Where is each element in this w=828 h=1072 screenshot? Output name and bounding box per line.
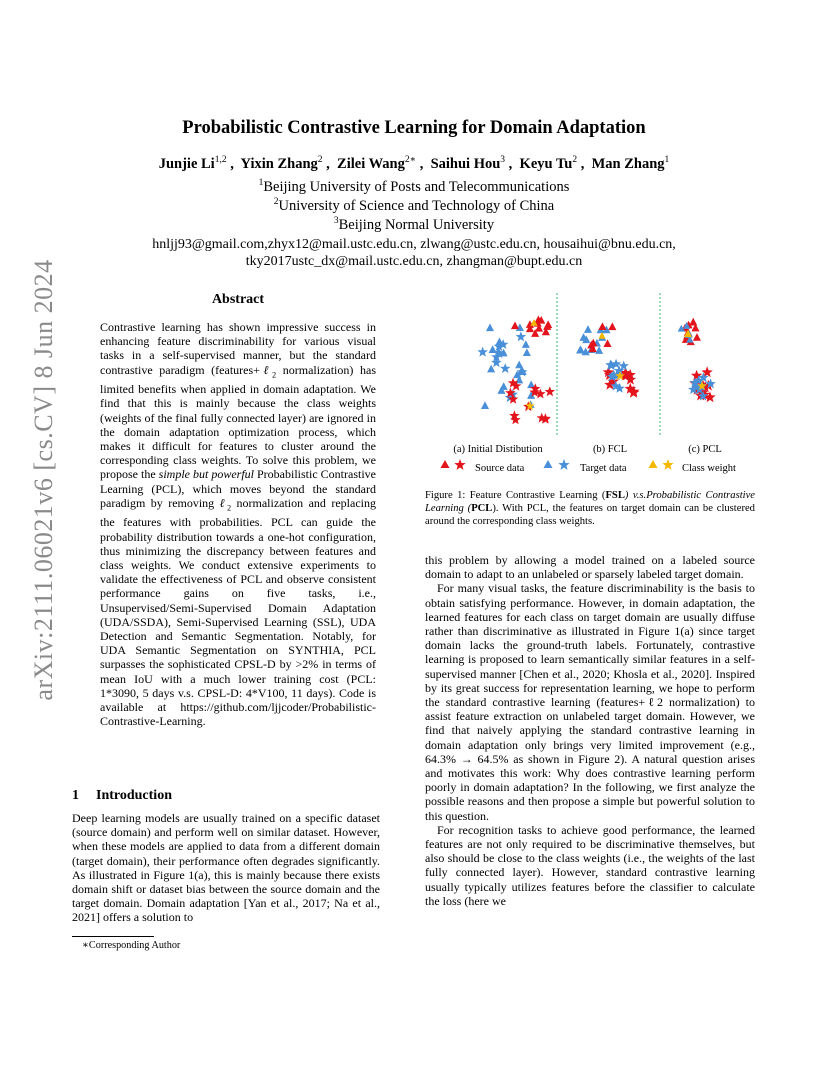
target-point <box>486 324 494 332</box>
legend-marker <box>544 460 553 468</box>
target-point <box>584 325 592 333</box>
section-heading: 1 Introduction <box>72 788 172 803</box>
legend-marker <box>441 460 450 468</box>
target-point <box>522 340 530 348</box>
author: Yixin Zhang$^2$ <box>240 155 323 172</box>
body-paragraph: For many visual tasks, the feature discriminability is the basis to obtain satisfying performance. However, in domain adaptation, the learned features for each class on target domain are usually diffuse rather than discriminative as illustrated in Figure 1(a) since target domain lacks the ground-truth labels. Fortunately, contrastive learning is proposed to learn semantically similar features in a self-supervised manner [Chen et al., 2020; Khosla et al., 2020]. Inspired by its great success for representation learning, we hope to perform the standard contrastive learning (features+ℓ2 normalization) to assist feature extraction on unlabeled target domain. However, we find that naively applying the standard contrastive learning in domain adaptation only brings very limited improvement (e.g., 64.3% → 64.5% as shown in Figure 2). A natural question arises and motivates this work: Why does contrastive learning perform poorly in domain adaptation? In the following, we first analyze the possible reasons and then propose a simple but powerful solution to this question. <box>425 581 755 823</box>
source-point <box>608 322 616 330</box>
legend-label: Source data <box>475 463 525 474</box>
footnote-rule <box>72 936 154 937</box>
author: Keyu Tu$^2$ <box>519 155 578 172</box>
target-point <box>491 357 501 367</box>
subfigure-label: (b) FCL <box>592 444 628 455</box>
author: Man Zhang$^1$ <box>591 155 670 172</box>
footnote: ∗Corresponding Author <box>82 940 181 951</box>
target-point <box>516 331 526 341</box>
figure-caption: Figure 1: Feature Contrastive Learning (FSL) v.s.Probabilistic Contrastive Learning (PCL). With PCL, the features on target domain can be clustered around the corresponding class weights. <box>425 490 755 528</box>
arxiv-identifier <box>24 259 64 701</box>
author: Saihui Hou$^3$ <box>430 155 506 172</box>
target-point <box>523 348 531 356</box>
legend-marker <box>454 459 465 470</box>
affiliation: $^3$Beijing Normal University <box>333 216 495 233</box>
body-paragraph: this problem by allowing a model trained on a labeled source domain to adapt to an unlabeled or sparsely labeled target domain. <box>425 553 755 582</box>
author: Junjie Li$^{1,2}$ <box>158 155 227 172</box>
legend-marker <box>558 459 569 470</box>
target-point <box>477 347 488 357</box>
abstract-body: Contrastive learning has shown impressive success in enhancing feature discriminability for various visual tasks in a self-supervised manner, but the standard contrastive paradigm (features+ℓ$_2$ normalization) has limited benefits when applied in domain adaptation. We find that this is mainly because the class weights (weights of the final fully connected layer) are ignored in the domain adaptation optimization process, which makes it difficult for features to cluster around the corresponding class weights. To solve this problem, we propose the simple but powerful Probabilistic Contrastive Learning (PCL), which moves beyond the standard paradigm by removing ℓ$_2$ normalization and replacing the features with probabilities. PCL can guide the probability distribution towards a one-hot configuration, thus minimizing the discrepancy between features and class weights. We conduct extensive experiments to validate the effectiveness of PCL and observe consistent performance gains on five tasks, i.e., Unsupervised/Semi-Supervised Domain Adaptation (UDA/SSDA), Semi-Supervised Learning (SSL), UDA Detection and Semantic Segmentation. Notably, for UDA Semantic Segmentation on SYNTHIA, PCL surpasses the sophisticated CPSL-D by >2% in terms of mean IoU with a much lower training cost (PCL: 1*3090, 5 days v.s. CPSL-D: 4*V100, 11 days). Code is available at https://github.com/ljjcoder/Probabilistic-Contrastive-Learning. <box>100 320 376 729</box>
affiliation: $^2$University of Science and Technology of China <box>273 197 555 214</box>
paper-title: Probabilistic Contrastive Learning for Domain Adaptation <box>182 118 646 138</box>
intro-paragraph: Deep learning models are usually trained on a specific dataset (source domain) and perform well on similar dataset. However, when these models are applied to data from a different domain (target domain), their performance often degrades significantly. As illustrated in Figure 1(a), this is mainly because there exists domain shift or dataset bias between the source domain and the target domain. Domain adaptation [Yan et al., 2017; Na et al., 2021] offers a solution to <box>72 811 380 925</box>
author-emails: hnljj93@gmail.com,zhyx12@mail.ustc.edu.cn, zlwang@ustc.edu.cn, housaihui@bnu.edu.cn, tky2017ustc_dx@mail.ustc.edu.cn, zhangman@bupt.edu.cn <box>152 237 676 269</box>
author: Zilei Wang$^{2∗}$ <box>337 155 417 172</box>
source-point <box>693 333 701 341</box>
abstract-heading: Abstract <box>211 292 265 307</box>
legend-label: Class weight <box>682 463 736 474</box>
right-column <box>425 553 755 908</box>
source-point <box>598 322 606 330</box>
affiliation: $^1$Beijing University of Posts and Telecommunications <box>258 178 570 195</box>
subfigure-label: (a) Initial Distibution <box>453 444 543 455</box>
target-point <box>500 382 508 390</box>
author-list: Junjie Li$^{1,2}$ , Yixin Zhang$^2$ , Zilei Wang$^{2∗}$ , Saihui Hou$^3$ , Keyu Tu$^2$ , Man Zhang$^1$ <box>158 155 670 172</box>
target-point <box>500 363 511 373</box>
source-point <box>545 386 556 396</box>
arxiv-id-text: arXiv:2111.06021v6 [cs.CV] 8 Jun 2024 <box>29 259 58 701</box>
legend-label: Target data <box>580 463 627 474</box>
subfigure-label: (c) PCL <box>688 444 722 455</box>
figure-1 <box>430 288 760 478</box>
source-point <box>544 320 552 328</box>
source-point <box>511 322 519 330</box>
target-point <box>595 346 603 354</box>
target-point <box>481 401 489 409</box>
legend-marker <box>662 459 673 470</box>
legend-marker <box>649 460 658 468</box>
body-paragraph: For recognition tasks to achieve good performance, the learned features are not only required to be discriminative themselves, but also should be close to the class weights (i.e., the weights of the last fully connected layer). However, standard contrastive learning usually typically utilizes features before the classifier to calculate the loss (here we <box>425 822 755 908</box>
